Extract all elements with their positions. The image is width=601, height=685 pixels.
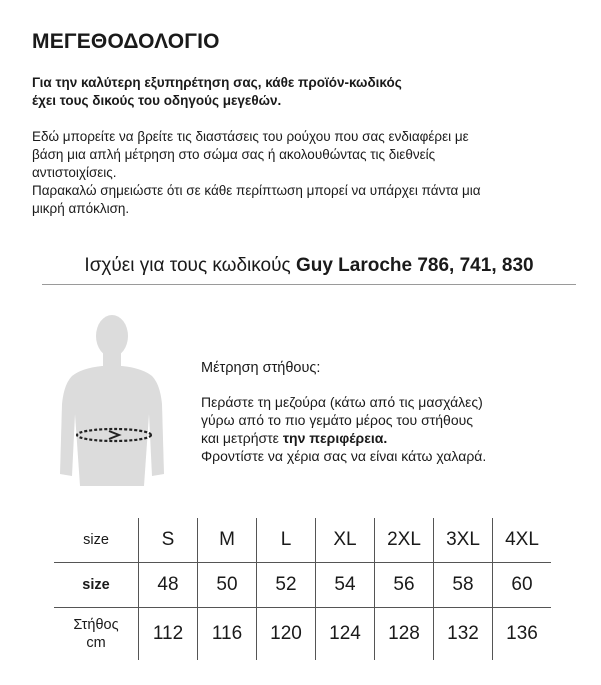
- intro-highlight: [32, 74, 572, 110]
- table-cell: 4XL: [493, 518, 552, 563]
- table-cell: 48: [139, 563, 198, 608]
- table-cell: 56: [375, 563, 434, 608]
- intro-line: Παρακαλώ σημειώστε ότι σε κάθε περίπτωση μπορεί να υπάρχει πάντα μια: [32, 183, 481, 198]
- table-cell: 2XL: [375, 518, 434, 563]
- valid-codes-heading: [42, 255, 576, 277]
- row-label: [54, 608, 139, 661]
- intro-highlight-line: έχει τους δικούς του οδηγούς μεγεθών.: [32, 93, 282, 108]
- instruction-emphasis: την περιφέρεια.: [282, 430, 388, 446]
- table-cell: XL: [316, 518, 375, 563]
- section-divider: [42, 284, 576, 285]
- table-row: [54, 608, 551, 661]
- row-label: size: [54, 518, 139, 563]
- table-cell: 136: [493, 608, 552, 661]
- intro-line: μικρή απόκλιση.: [32, 201, 130, 216]
- valid-codes-prefix: Ισχύει για τους κωδικούς: [84, 255, 296, 276]
- table-cell: 58: [434, 563, 493, 608]
- intro-line: βάση μια απλή μέτρηση στο σώμα σας ή ακολουθώντας τις διεθνείς: [32, 147, 436, 162]
- size-table: [54, 518, 551, 660]
- instruction-line: γύρω από το πιο γεμάτο μέρος του στήθους: [201, 412, 474, 428]
- page-title: ΜΕΓΕΘΟΔΟΛΟΓΙΟ: [32, 30, 220, 53]
- table-cell: 3XL: [434, 518, 493, 563]
- table-cell: S: [139, 518, 198, 563]
- table-cell: 120: [257, 608, 316, 661]
- intro-highlight-line: Για την καλύτερη εξυπηρέτηση σας, κάθε προϊόν-κωδικός: [32, 75, 402, 90]
- table-row: [54, 518, 551, 563]
- instruction-line: Φροντίστε να χέρια σας να είναι κάτω χαλαρά.: [201, 448, 487, 464]
- row-label-line: cm: [86, 635, 106, 651]
- measurement-instructions: [201, 393, 561, 465]
- table-cell: 128: [375, 608, 434, 661]
- intro-line: Εδώ μπορείτε να βρείτε τις διαστάσεις του ρούχου που σας ενδιαφέρει με: [32, 129, 469, 144]
- intro-line: αντιστοιχίσεις.: [32, 165, 117, 180]
- row-label: size: [54, 563, 139, 608]
- instruction-line: [201, 429, 561, 447]
- table-cell: M: [198, 518, 257, 563]
- table-row: [54, 563, 551, 608]
- instruction-line: Περάστε τη μεζούρα (κάτω από τις μασχάλες): [201, 394, 483, 410]
- table-cell: 60: [493, 563, 552, 608]
- table-cell: 50: [198, 563, 257, 608]
- instruction-text: και μετρήστε: [201, 430, 283, 446]
- intro-paragraph: [32, 128, 572, 218]
- row-label-line: Στήθος: [73, 617, 119, 633]
- table-cell: 112: [139, 608, 198, 661]
- table-cell: 124: [316, 608, 375, 661]
- table-cell: 52: [257, 563, 316, 608]
- valid-codes-list: Guy Laroche 786, 741, 830: [295, 255, 534, 276]
- measurement-title: Μέτρηση στήθους:: [201, 360, 321, 376]
- table-cell: 116: [198, 608, 257, 661]
- torso-icon: [52, 314, 172, 486]
- table-cell: L: [257, 518, 316, 563]
- table-cell: 54: [316, 563, 375, 608]
- table-cell: 132: [434, 608, 493, 661]
